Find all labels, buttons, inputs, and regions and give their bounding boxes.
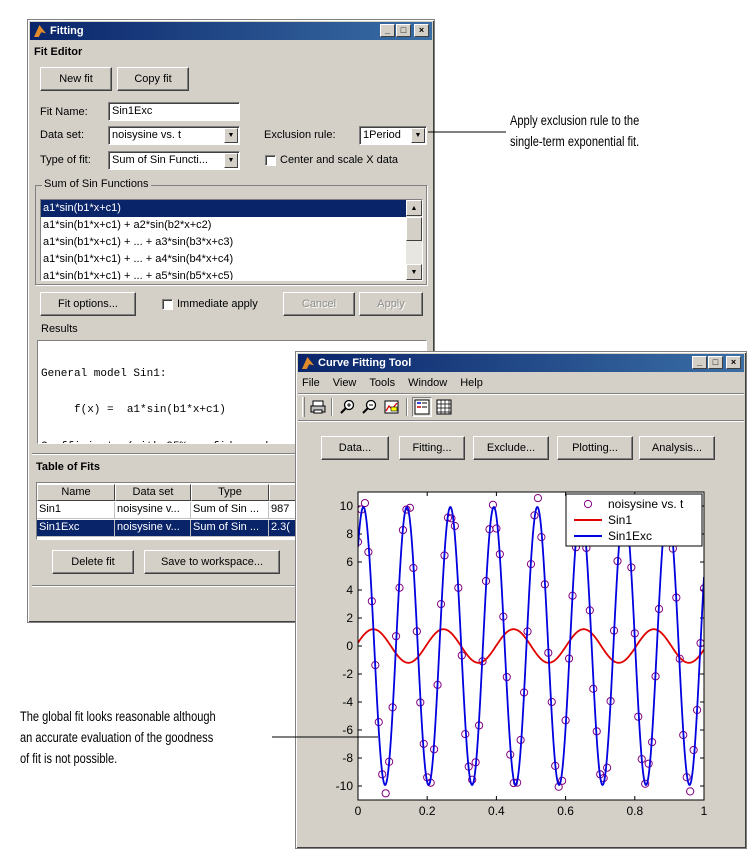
global-callout-text (20, 706, 216, 769)
center-scale-checkbox[interactable] (265, 154, 398, 166)
zoom-in-icon[interactable] (338, 397, 358, 417)
callout-line: Apply exclusion rule to the (510, 113, 640, 128)
list-item[interactable]: a1*sin(b1*x+c1) + ... + a5*sin(b5*x+c5) (43, 270, 234, 281)
menu-file[interactable]: File (302, 377, 320, 389)
table-cell: 987 (269, 502, 428, 519)
fitting-button[interactable]: Fitting... (399, 436, 465, 460)
sum-of-sin-group-title: Sum of Sin Functions (44, 178, 149, 190)
column-header[interactable]: Type (191, 484, 269, 501)
minimize-button[interactable]: _ (380, 24, 395, 37)
x-tick-label: 0.8 (626, 804, 644, 818)
toolbar-separator (406, 398, 408, 416)
chevron-down-icon[interactable]: ▼ (224, 153, 238, 168)
print-icon[interactable] (308, 397, 328, 417)
legend-label: Sin1Exc (608, 529, 653, 543)
results-line: f(x) = a1*sin(b1*x+c1) (41, 404, 226, 417)
table-cell: 2.3( (269, 520, 428, 537)
checkbox-box[interactable] (265, 155, 276, 166)
table-cell: Sum of Sin ... (191, 502, 269, 519)
maximize-button[interactable]: □ (396, 24, 411, 37)
toolbar-grip (302, 397, 305, 417)
y-tick-label: -4 (342, 695, 353, 709)
y-tick-label: 0 (346, 639, 353, 653)
divider (298, 420, 744, 422)
exclusion-callout-line (426, 120, 508, 140)
y-tick-label: 2 (346, 611, 353, 625)
matlab-logo-icon (302, 357, 314, 369)
results-line: General model Sin1: (41, 367, 167, 380)
x-tick-label: 0.2 (418, 804, 436, 818)
menu-tools[interactable]: Tools (369, 377, 396, 389)
table-cell: noisysine v... (115, 502, 191, 519)
legend-toggle-icon[interactable] (412, 397, 432, 417)
menu-help[interactable]: Help (460, 377, 483, 389)
table-of-fits-label: Table of Fits (36, 461, 100, 473)
toolbar-separator (331, 398, 333, 416)
y-tick-label: 4 (346, 583, 353, 597)
type-of-fit-combo[interactable] (108, 151, 240, 170)
table-cell: Sum of Sin ... (191, 520, 269, 537)
center-scale-label: Center and scale X data (280, 154, 399, 166)
table-cell: Sin1Exc (37, 520, 115, 537)
legend-label: noisysine vs. t (608, 497, 684, 511)
menu-window[interactable]: Window (408, 377, 448, 389)
data-cursor-icon[interactable] (382, 397, 402, 417)
scroll-up-icon[interactable]: ▲ (406, 200, 422, 216)
y-tick-label: 8 (346, 527, 353, 541)
divider (298, 393, 744, 395)
cancel-button[interactable]: Cancel (283, 292, 355, 316)
save-to-workspace-button[interactable]: Save to workspace... (144, 550, 280, 574)
list-item[interactable]: a1*sin(b1*x+c1) + a2*sin(b2*x+c2) (43, 219, 212, 231)
x-tick-label: 0.6 (557, 804, 574, 818)
copy-fit-button[interactable]: Copy fit (117, 67, 189, 91)
function-list-scrollbar[interactable] (406, 200, 422, 280)
exclusion-rule-label: Exclusion rule: (264, 129, 336, 141)
list-item[interactable]: a1*sin(b1*x+c1) (41, 200, 422, 217)
zoom-out-icon[interactable] (360, 397, 380, 417)
menu-view[interactable]: View (332, 377, 357, 389)
maximize-button[interactable]: □ (708, 356, 723, 369)
immediate-apply-checkbox[interactable] (162, 298, 258, 310)
data-set-label: Data set: (40, 129, 85, 141)
table-cell: Sin1 (37, 502, 115, 519)
callout-line: of fit is not possible. (20, 751, 118, 766)
x-tick-label: 1 (700, 804, 708, 818)
y-tick-label: -10 (335, 779, 353, 793)
exclude-button[interactable]: Exclude... (473, 436, 549, 460)
y-tick-label: 6 (346, 555, 353, 569)
callout-line: The global fit looks reasonable although (20, 709, 216, 724)
data-set-combo[interactable] (108, 126, 240, 145)
results-label: Results (41, 323, 78, 335)
checkbox-box[interactable] (162, 299, 173, 310)
legend-label: Sin1 (608, 513, 633, 527)
callout-line: single-term exponential fit. (510, 134, 640, 149)
new-fit-button[interactable]: New fit (40, 67, 112, 91)
scroll-thumb[interactable] (406, 217, 422, 241)
plotting-button[interactable]: Plotting... (557, 436, 633, 460)
column-header[interactable]: Data set (115, 484, 191, 501)
curve-fitting-tool-window (295, 351, 747, 849)
close-button[interactable]: × (726, 356, 741, 369)
global-callout-line (270, 730, 380, 744)
type-of-fit-label: Type of fit: (40, 154, 91, 166)
callout-line: an accurate evaluation of the goodness (20, 730, 214, 745)
fit-name-label: Fit Name: (40, 106, 88, 118)
fit-editor-label: Fit Editor (34, 46, 83, 58)
table-cell: noisysine v... (115, 520, 191, 537)
column-header[interactable]: Name (37, 484, 115, 501)
chevron-down-icon[interactable]: ▼ (411, 128, 425, 143)
type-of-fit-value: Sum of Sin Functi... (112, 154, 208, 166)
matlab-logo-icon (34, 25, 46, 37)
list-item[interactable]: a1*sin(b1*x+c1) + ... + a4*sin(b4*x+c4) (43, 253, 234, 265)
minimize-button[interactable]: _ (692, 356, 707, 369)
y-tick-label: -2 (342, 667, 353, 681)
data-button[interactable]: Data... (321, 436, 389, 460)
exclusion-callout-text (510, 110, 639, 152)
fit-chart[interactable] (316, 484, 716, 838)
y-tick-label: -8 (342, 751, 353, 765)
function-list[interactable] (40, 199, 423, 281)
data-set-value: noisysine vs. t (112, 129, 182, 141)
scroll-down-icon[interactable]: ▼ (406, 264, 422, 280)
fitting-titlebar[interactable] (30, 22, 432, 40)
delete-fit-button[interactable]: Delete fit (52, 550, 134, 574)
grid-toggle-icon[interactable] (434, 397, 454, 417)
exclusion-rule-combo[interactable] (359, 126, 427, 145)
list-item[interactable]: a1*sin(b1*x+c1) + ... + a3*sin(b3*x+c3) (43, 236, 234, 248)
exclusion-rule-value: 1Period (363, 129, 401, 141)
x-tick-label: 0.4 (488, 804, 505, 818)
cft-title: Curve Fitting Tool (318, 357, 412, 369)
x-tick-label: 0 (354, 804, 362, 818)
fitting-title: Fitting (50, 25, 84, 37)
immediate-apply-label: Immediate apply (177, 298, 258, 310)
y-tick-label: -6 (342, 723, 353, 737)
fit-options-button[interactable]: Fit options... (40, 292, 136, 316)
close-button[interactable]: × (414, 24, 429, 37)
cft-titlebar[interactable] (298, 354, 744, 372)
y-tick-label: 10 (339, 499, 353, 513)
fit-name-input[interactable]: Sin1Exc (108, 102, 240, 121)
apply-button[interactable]: Apply (359, 292, 423, 316)
chevron-down-icon[interactable]: ▼ (224, 128, 238, 143)
menu-bar (302, 377, 483, 389)
analysis-button[interactable]: Analysis... (639, 436, 715, 460)
